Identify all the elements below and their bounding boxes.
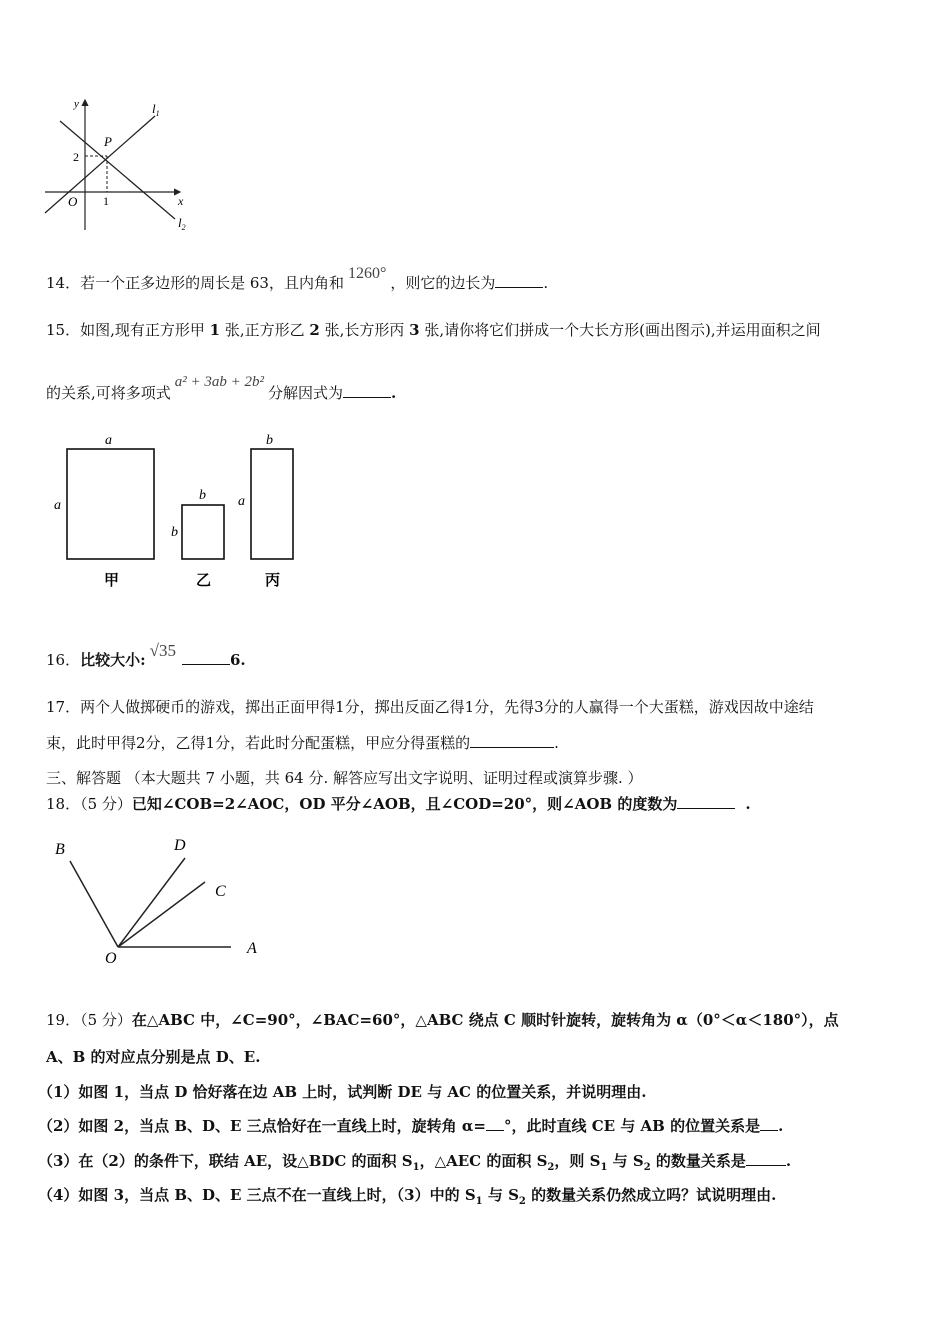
tick-2-label: 2: [73, 150, 79, 164]
label-c: C: [215, 883, 226, 900]
q17-line2: 束，此时甲得2分，乙得1分，若此时分配蛋糕，甲应分得蛋糕的: [46, 734, 471, 752]
label-b: B: [55, 841, 65, 858]
q19-p3-text-b: ，△AEC 的面积 S: [419, 1152, 548, 1170]
q15-text-b: 张,正方形乙: [220, 321, 310, 339]
question-17-line1: [46, 697, 814, 717]
q19-p4-text-c: 的数量关系仍然成立吗？试说明理由.: [525, 1186, 777, 1204]
q14-math: 1260°: [347, 265, 387, 282]
q18-end: .: [745, 795, 751, 813]
q19-p4-text-a: （4）如图 3，当点 B、D、E 三点不在一直线上时，（3）中的 S: [38, 1186, 476, 1204]
coordinate-figure: [40, 95, 200, 240]
q19-number: 19．（5 分）: [46, 1011, 132, 1029]
q15-end: .: [391, 384, 397, 402]
q19-p4-text-b: 与 S: [482, 1186, 519, 1204]
q19-p3-sub2: 2: [547, 1162, 555, 1173]
q16-end: 6.: [229, 651, 246, 669]
q15-count-1: 1: [209, 321, 221, 339]
q19-p3-text-a: （3）在（2）的条件下，联结 AE，设△BDC 的面积 S: [38, 1152, 413, 1170]
q19-position-blank[interactable]: [760, 1118, 778, 1131]
question-17-line2: [46, 733, 559, 753]
ray-od: [118, 858, 185, 947]
question-16: [46, 641, 246, 670]
question-14: [46, 265, 549, 294]
q19-angle-blank[interactable]: [486, 1118, 504, 1131]
l1-label: $l_1$: [152, 101, 160, 118]
q15-text-c: 张,长方形丙: [319, 321, 410, 339]
q19-p3-sub3: 1: [600, 1162, 608, 1173]
bing-left-label: a: [238, 494, 245, 509]
ray-ob: [70, 861, 118, 947]
q14-answer-blank[interactable]: [495, 275, 543, 288]
jia-top-label: a: [105, 433, 112, 448]
q19-relation-blank[interactable]: [746, 1153, 786, 1166]
q18-number: 18．（5 分）: [46, 795, 132, 813]
question-19-line2: A、B 的对应点分别是点 D、E.: [46, 1048, 261, 1066]
yi-top-label: b: [199, 488, 206, 503]
tiles-figure: [40, 425, 320, 595]
question-19-part1: （1）如图 1，当点 D 恰好落在边 AB 上时，试判断 DE 与 AC 的位置关系，并说明理由.: [38, 1083, 647, 1101]
question-19-part2: [38, 1116, 783, 1136]
q17-line1: 两个人做掷硬币的游戏，掷出正面甲得1分，掷出反面乙得1分，先得3分的人赢得一个大蛋糕，游戏因故中途结: [80, 698, 814, 716]
q16-answer-blank[interactable]: [182, 652, 230, 665]
square-yi: [182, 505, 224, 559]
q16-text: 比较大小:: [80, 651, 146, 669]
yi-caption: 乙: [196, 573, 212, 589]
q19-line1: 在△ABC 中，∠C=90°，∠BAC=60°，△ABC 绕点 C 顺时针旋转，旋转角为 α（0°＜α＜180°），点: [131, 1011, 839, 1029]
q19-p2-end: .: [778, 1117, 784, 1135]
q14-number: 14．: [46, 274, 81, 292]
q14-end: .: [543, 274, 549, 292]
section-3-header: 三、解答题 （本大题共 7 小题，共 64 分. 解答应写出文字说明、证明过程或演算步骤. ）: [46, 769, 643, 787]
q19-p3-sub1: 1: [412, 1162, 420, 1173]
question-15-line2: [46, 374, 397, 404]
q15-text-a: 如图,现有正方形甲: [80, 321, 210, 339]
square-jia: [67, 449, 154, 559]
q16-sqrt: √35: [149, 641, 176, 660]
bing-caption: 丙: [265, 573, 281, 589]
label-a: A: [247, 940, 257, 957]
l2-label: $l_2$: [178, 215, 186, 232]
rectangle-bing: [251, 449, 293, 559]
ray-oc: [118, 882, 205, 947]
q15-text-d: 张,请你将它们拼成一个大长方形(画出图示),并运用面积之间: [419, 321, 821, 339]
q19-p4-sub2: 2: [518, 1196, 526, 1207]
x-label: x: [178, 194, 184, 208]
q15-text-e: 的关系,可将多项式: [46, 384, 171, 402]
q17-end: .: [554, 734, 559, 752]
q15-text-f: 分解因式为: [268, 384, 344, 402]
line-l1: [45, 116, 155, 213]
y-label: y: [74, 98, 79, 110]
q17-answer-blank[interactable]: [470, 735, 554, 748]
question-19-part3: [38, 1151, 791, 1178]
q19-p3-text-c: ，则 S: [554, 1152, 601, 1170]
jia-caption: 甲: [104, 573, 120, 589]
q15-number: 15．: [46, 321, 81, 339]
question-19-part4: [38, 1185, 776, 1212]
q15-polynomial: a² + 3ab + 2b²: [174, 374, 265, 390]
tick-1-label: 1: [103, 194, 109, 208]
q15-count-2: 2: [309, 321, 320, 339]
q19-p3-end: .: [785, 1152, 792, 1170]
q14-text-b: ，则它的边长为: [390, 274, 496, 292]
label-d: D: [174, 837, 186, 854]
q18-text: 已知∠COB=2∠AOC，OD 平分∠AOB，且∠COD=20°，则∠AOB 的度数为: [131, 795, 678, 813]
q19-p3-sub4: 2: [643, 1162, 651, 1173]
question-19-line1: [46, 1010, 839, 1030]
bing-top-label: b: [266, 433, 273, 448]
q16-number: 16．: [46, 651, 81, 669]
question-15-line1: [46, 320, 821, 340]
yi-left-label: b: [171, 525, 178, 540]
q19-p3-text-e: 的数量关系是: [650, 1152, 746, 1170]
label-o: O: [105, 950, 117, 967]
q18-answer-blank[interactable]: [677, 796, 735, 809]
q19-p4-sub1: 1: [475, 1196, 483, 1207]
angle-figure: [45, 830, 275, 970]
origin-label: O: [68, 194, 78, 209]
q17-number: 17．: [46, 698, 81, 716]
q19-p2-text-a: （2）如图 2，当点 B、D、E 三点恰好在一直线上时，旋转角 α=: [38, 1117, 486, 1135]
question-18: [46, 794, 751, 814]
point-p-label: P: [104, 134, 112, 149]
q15-count-3: 3: [409, 321, 420, 339]
q19-p2-text-b: °，此时直线 CE 与 AB 的位置关系是: [504, 1117, 761, 1135]
q14-text-a: 若一个正多边形的周长是 63，且内角和: [80, 274, 344, 292]
jia-left-label: a: [54, 498, 61, 513]
q19-p3-text-d: 与 S: [607, 1152, 644, 1170]
q15-answer-blank[interactable]: [343, 385, 391, 398]
